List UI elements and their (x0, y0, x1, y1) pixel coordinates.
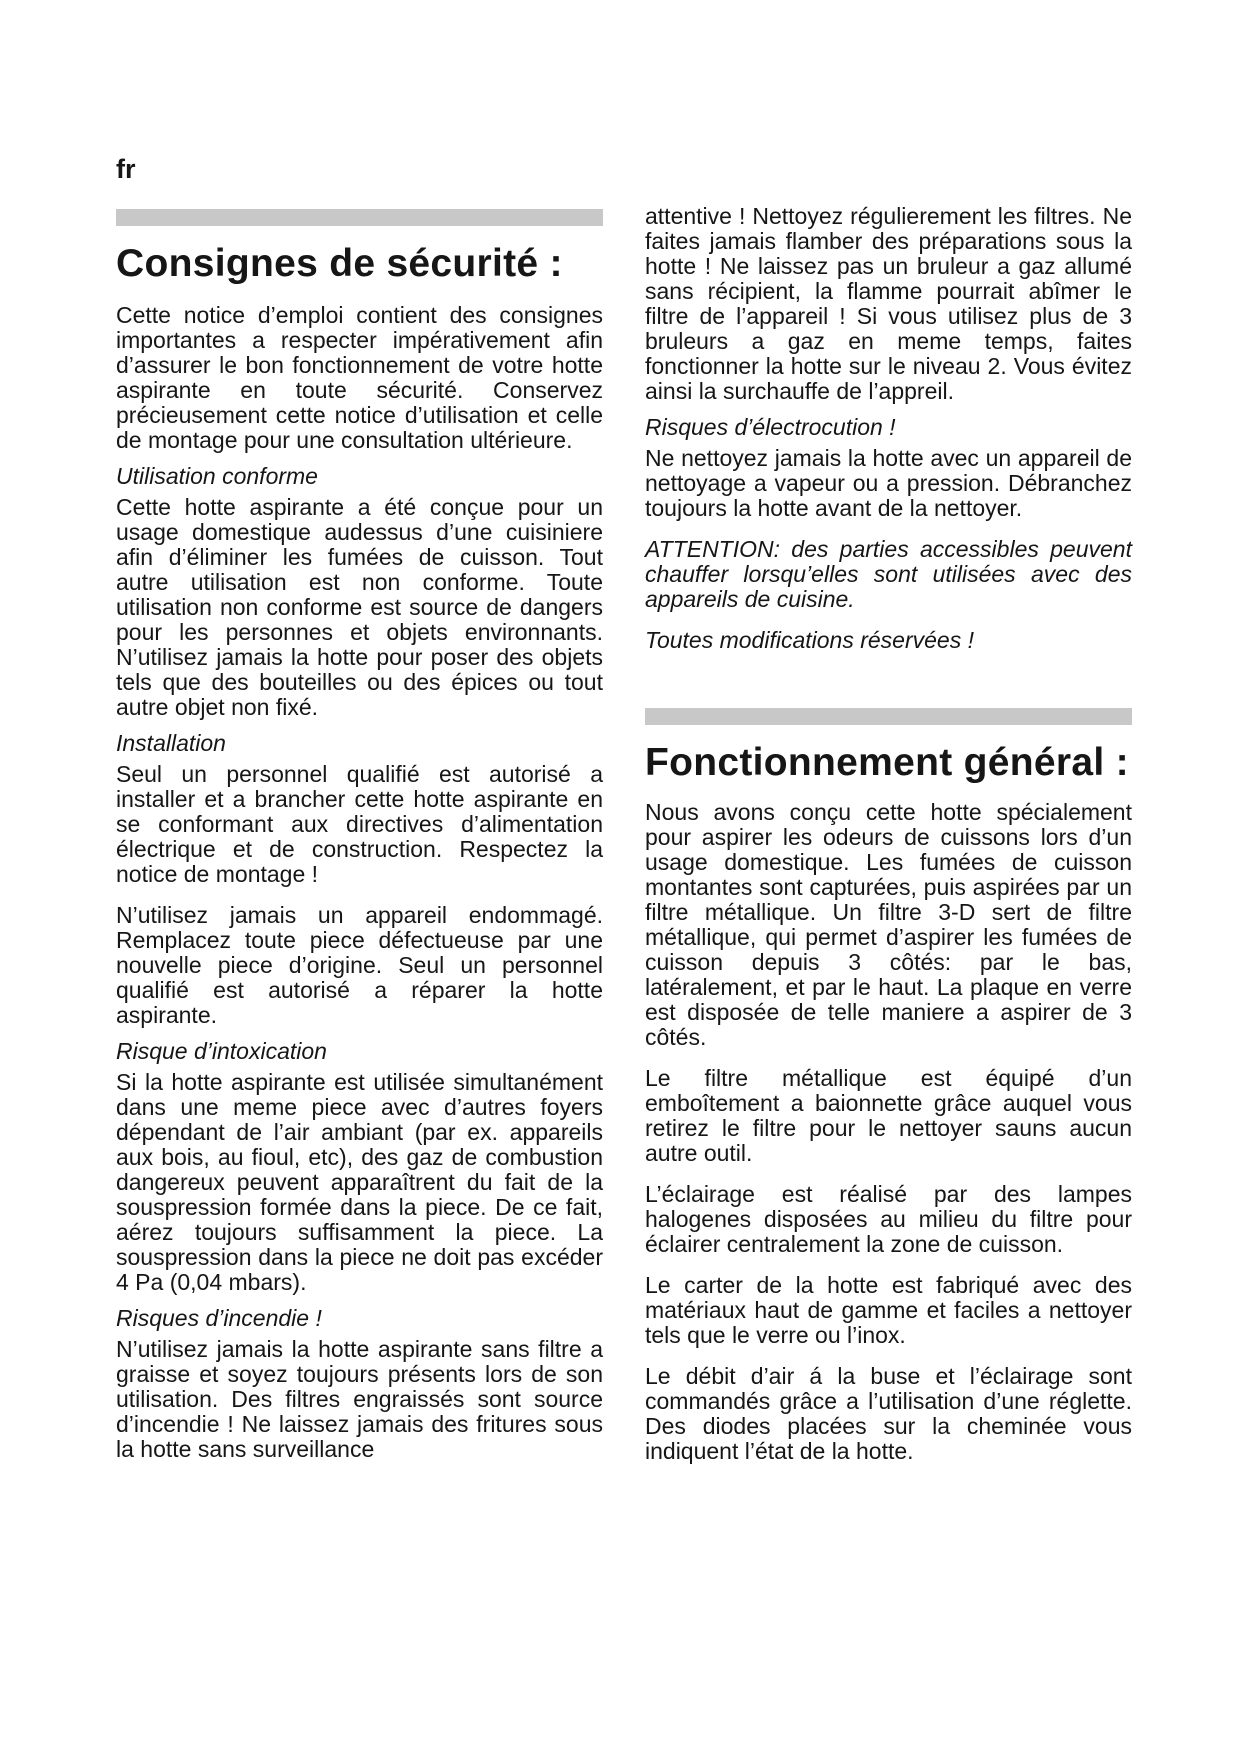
language-code: fr (116, 154, 136, 184)
section-divider-bar (116, 209, 603, 226)
intoxication-subtitle: Risque d’intoxication (116, 1038, 327, 1064)
section-divider-bar (645, 708, 1132, 725)
fire-risk-text: N’utilisez jamais la hotte aspirante sans filtre a graisse et soyez toujours présents lors de son utilisation. Des filtres engraissés sont source d’incendie ! Ne laissez jamais des fritures sous la hotte sans surveillance (116, 1336, 603, 1462)
left-column (116, 209, 603, 1462)
installation-text-1: Seul un personnel qualifié est autorisé a installer et a brancher cette hotte aspirante en se conformant aux directives d’alimentation électrique et de construction. Respectez la notice de montage ! (116, 761, 603, 887)
general-operation-heading: Fonctionnement général : (645, 741, 1129, 784)
safety-intro: Cette notice d’emploi contient des consignes importantes a respecter impérativement afin d’assurer le bon fonctionnement de votre hotte aspirante en toute sécurité. Conservez précieusement cette notice d’utilisation et celle de montage pour une consultation ultérieure. (116, 302, 603, 453)
operation-paragraph-5: Le débit d’air á la buse et l’éclairage sont commandés grâce a l’utilisation d’une réglette. Des diodes placées sur la cheminée vous indiquent l’état de la hotte. (645, 1363, 1132, 1464)
proper-use-subtitle: Utilisation conforme (116, 463, 318, 489)
operation-paragraph-2: Le filtre métallique est équipé d’un emboîtement a baionnette grâce auquel vous retirez le filtre pour le nettoyer sauns aucun autre outil. (645, 1065, 1132, 1166)
fire-risk-subtitle: Risques d’incendie ! (116, 1305, 322, 1331)
installation-subtitle: Installation (116, 730, 226, 756)
proper-use-text: Cette hotte aspirante a été conçue pour un usage domestique audessus d’une cuisiniere afin d’éliminer les fumées de cuisson. Tout autre utilisation est non conforme. Toute utilisation non conforme est source de dangers pour les personnes et objets environnants. N’utilisez jamais la hotte pour poser des objets tels que des bouteilles ou des épices ou tout autre objet non fixé. (116, 494, 603, 720)
right-column (645, 204, 1132, 1464)
modifications-reserved: Toutes modifications réservées ! (645, 627, 974, 653)
electrocution-subtitle: Risques d’électrocution ! (645, 414, 896, 440)
electrocution-text: Ne nettoyez jamais la hotte avec un appareil de nettoyage a vapeur ou a pression. Débranchez toujours la hotte avant de la nettoyer. (645, 445, 1132, 521)
operation-paragraph-3: L’éclairage est réalisé par des lampes halogenes disposées au milieu du filtre pour éclairer centralement la zone de cuisson. (645, 1181, 1132, 1257)
installation-text-2: N’utilisez jamais un appareil endommagé. Remplacez toute piece défectueuse par une nouvelle piece d’origine. Seul un personnel qualifié est autorisé a réparer la hotte aspirante. (116, 902, 603, 1028)
operation-paragraph-1: Nous avons conçu cette hotte spécialement pour aspirer les odeurs de cuissons lors d’un usage domestique. Les fumées de cuisson montantes sont capturées, puis aspirées par un filtre métallique. Un filtre 3-D sert de filtre métallique, qui permet d’aspirer les fumées de cuisson depuis 3 côtés: par le bas, latéralement, et par le haut. La plaque en verre est disposée de telle maniere a aspirer de 3 côtés. (645, 799, 1132, 1050)
intoxication-text: Si la hotte aspirante est utilisée simultanément dans une meme piece avec d’autres foyers dépendant de l’air ambiant (par ex. appareils aux bois, au fioul, etc), des gaz de combustion dangereux peuvent apparaîtrent du fait de la souspression formée dans la piece. De ce fait, aérez toujours suffisamment la piece. La souspression dans la piece ne doit pas excéder 4 Pa (0,04 mbars). (116, 1069, 603, 1295)
operation-paragraph-4: Le carter de la hotte est fabriqué avec des matériaux haut de gamme et faciles a nettoyer tels que le verre ou l’inox. (645, 1272, 1132, 1348)
attention-notice: ATTENTION: des parties accessibles peuvent chauffer lorsqu’elles sont utilisées avec des appareils de cuisine. (645, 536, 1132, 612)
safety-heading: Consignes de sécurité : (116, 242, 563, 285)
fire-risk-continued: attentive ! Nettoyez régulierement les filtres. Ne faites jamais flamber des préparations sous la hotte ! Ne laissez pas un bruleur a gaz allumé sans récipient, la flamme pourrait abîmer le filtre de l’appareil ! Si vous utilisez plus de 3 bruleurs a gaz en meme temps, faites fonctionner la hotte sur le niveau 2. Vous évitez ainsi la surchauffe de l’appreil. (645, 203, 1132, 404)
